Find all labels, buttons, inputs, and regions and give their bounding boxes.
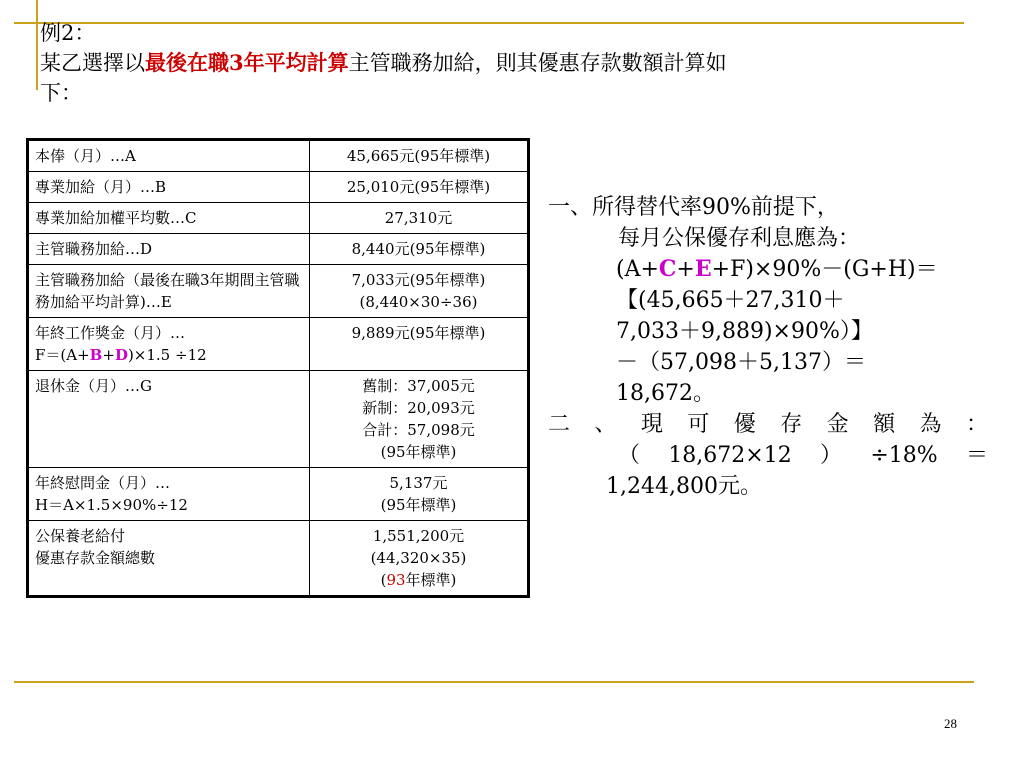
row-label: 主管職務加給…D bbox=[29, 234, 310, 265]
row-label: 年終工作獎金（月）… F＝(A+B+D)×1.5 ÷12 bbox=[29, 318, 310, 371]
row-value: 25,010元(95年標準) bbox=[310, 172, 528, 203]
row-value: 45,665元(95年標準) bbox=[310, 141, 528, 172]
calc-line-5: 7,033＋9,889)×90%）】 bbox=[616, 319, 873, 344]
row-label: 本俸（月）…A bbox=[29, 141, 310, 172]
row-value: 5,137元 (95年標準) bbox=[310, 468, 528, 521]
table-row bbox=[29, 141, 528, 172]
table-row bbox=[29, 371, 528, 468]
calc-line-4: 【(45,665＋27,310＋ bbox=[616, 288, 845, 313]
title-line-3: 下： bbox=[40, 81, 82, 105]
calc-line-1: 一、所得替代率90%前提下， bbox=[548, 195, 839, 220]
table-row bbox=[29, 468, 528, 521]
row-label: 公保養老給付 優惠存款金額總數 bbox=[29, 521, 310, 596]
row-value: 舊制：37,005元 新制：20,093元 合計：57,098元 (95年標準) bbox=[310, 371, 528, 468]
left-rule bbox=[36, 0, 38, 90]
calc-line-7: 18,672。 bbox=[616, 381, 715, 406]
table-row bbox=[29, 521, 528, 596]
calc-line-2: 每月公保優存利息應為： bbox=[618, 226, 861, 251]
salary-table bbox=[28, 140, 528, 596]
table-row bbox=[29, 234, 528, 265]
title-line-1: 例2： bbox=[40, 21, 96, 45]
row-label: 專業加給加權平均數…C bbox=[29, 203, 310, 234]
calc-line-3: (A+C+E+F)×90%－(G+H)＝ bbox=[616, 256, 938, 282]
calc-line-8: 二 、 現 可 優 存 金 額 為 ： bbox=[548, 412, 988, 437]
row-value: 7,033元(95年標準) (8,440×30÷36) bbox=[310, 265, 528, 318]
calc-line-9: （ 18,672×12 ） ÷18% ＝ bbox=[618, 443, 988, 468]
table-row bbox=[29, 318, 528, 371]
row-label: 主管職務加給（最後在職3年期間主管職務加給平均計算)…E bbox=[29, 265, 310, 318]
table-row bbox=[29, 265, 528, 318]
bottom-rule bbox=[14, 681, 974, 683]
row-value: 27,310元 bbox=[310, 203, 528, 234]
title-line-2: 某乙選擇以最後在職3年平均計算主管職務加給，則其優惠存款數額計算如 bbox=[40, 50, 727, 75]
row-value: 8,440元(95年標準) bbox=[310, 234, 528, 265]
slide-title bbox=[40, 18, 1000, 108]
page-number: 28 bbox=[944, 716, 957, 731]
calc-line-6: －（57,098＋5,137）＝ bbox=[616, 350, 866, 375]
row-label: 退休金（月）…G bbox=[29, 371, 310, 468]
table-row bbox=[29, 203, 528, 234]
row-value: 9,889元(95年標準) bbox=[310, 318, 528, 371]
row-label: 專業加給（月）…B bbox=[29, 172, 310, 203]
row-value: 1,551,200元 (44,320×35) (93年標準) bbox=[310, 521, 528, 596]
title-highlight: 最後在職3年平均計算 bbox=[145, 50, 349, 75]
calculation-text bbox=[548, 192, 988, 502]
row-label: 年終慰問金（月）… H＝A×1.5×90%÷12 bbox=[29, 468, 310, 521]
calc-line-10: 1,244,800元。 bbox=[606, 474, 762, 499]
table-row bbox=[29, 172, 528, 203]
